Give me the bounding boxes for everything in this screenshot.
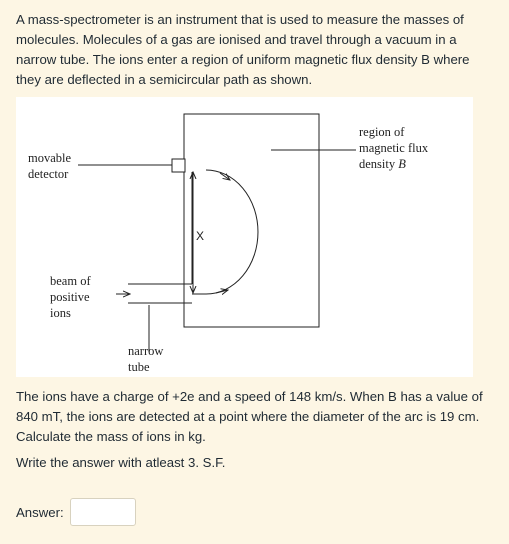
answer-label: Answer: (16, 504, 64, 520)
ion-semicircular-path (206, 170, 258, 294)
label-positive: positive (50, 290, 90, 304)
label-density: density B (359, 157, 406, 171)
question-intro: A mass-spectrometer is an instrument that is used to measure the masses of molecules. Molecules of a gas are ionised and travel through a vacuum in a narrow tube. The ions enter a region of uniform magnetic flux density B where they are deflected in a semicircular path as shown. (16, 12, 470, 87)
question-instruction: Write the answer with atleast 3. S.F. (16, 455, 226, 470)
label-ions: ions (50, 306, 71, 320)
label-region: region of (359, 125, 405, 139)
answer-input[interactable] (70, 498, 136, 526)
arc-direction-arrow-bottom (216, 290, 228, 293)
label-narrow: narrow (128, 344, 164, 358)
mass-spectrometer-diagram (16, 97, 473, 377)
label-magnetic-flux: magnetic flux (359, 141, 429, 155)
label-beam-of: beam of (50, 274, 91, 288)
movable-detector (172, 159, 185, 172)
answer-row (16, 498, 136, 526)
magnetic-field-region (184, 114, 319, 327)
question-details: The ions have a charge of +2e and a speed of 148 km/s. When B has a value of 840 mT, the ions are detected at a point where the diameter of the arc is 19 cm. Calculate the mass of ions in kg. (16, 389, 483, 444)
label-detector: detector (28, 167, 69, 181)
label-x: X (196, 229, 205, 243)
label-movable: movable (28, 151, 72, 165)
label-tube: tube (128, 360, 150, 374)
